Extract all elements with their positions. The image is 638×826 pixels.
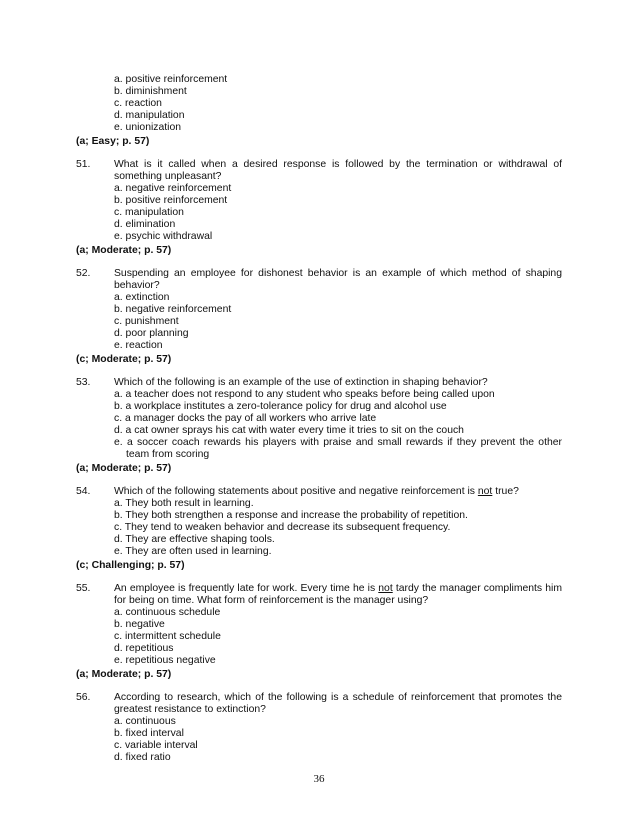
question-text: What is it called when a desired response is followed by the termination or withdrawal of something unpleasant?: [114, 159, 562, 182]
question-number: 54.: [76, 486, 91, 497]
option-a: a. negative reinforcement: [114, 183, 232, 194]
question-number: 53.: [76, 377, 91, 388]
answer-key: (c; Challenging; p. 57): [76, 560, 185, 571]
question-text: Which of the following statements about positive and negative reinforcement is not true?: [114, 486, 519, 497]
option-b: b. negative reinforcement: [114, 304, 232, 315]
option-b: b. fixed interval: [114, 728, 184, 739]
answer-key: (c; Moderate; p. 57): [76, 354, 172, 365]
option-c: c. a manager docks the pay of all workers who arrive late: [114, 413, 377, 424]
answer-options: [114, 607, 562, 667]
option-d: d. repetitious: [114, 643, 174, 654]
option-e: e. repetitious negative: [114, 655, 216, 666]
option-d: d. elimination: [114, 219, 176, 230]
question-text: According to research, which of the following is a schedule of reinforcement that promotes the greatest resistance to extinction?: [114, 692, 562, 715]
option-b: b. They both strengthen a response and increase the probability of repetition.: [114, 510, 468, 521]
option-b: b. diminishment: [114, 86, 187, 97]
question-56: [76, 692, 562, 764]
option-c: c. variable interval: [114, 740, 198, 751]
emphasis-not: not: [378, 583, 393, 594]
question-text: Suspending an employee for dishonest behavior is an example of which method of shaping behavior?: [114, 268, 562, 291]
option-d: d. poor planning: [114, 328, 189, 339]
option-c: c. They tend to weaken behavior and decrease its subsequent frequency.: [114, 522, 451, 533]
answer-key: (a; Moderate; p. 57): [76, 245, 172, 256]
option-c: c. intermittent schedule: [114, 631, 221, 642]
option-e: e. psychic withdrawal: [114, 231, 213, 242]
page-number: 36: [313, 773, 325, 785]
question-52: [76, 268, 562, 366]
option-a: a. a teacher does not respond to any student who speaks before being called upon: [114, 389, 495, 400]
option-a: a. positive reinforcement: [114, 74, 228, 85]
question-list: [76, 74, 562, 764]
option-d: d. a cat owner sprays his cat with water every time it tries to sit on the couch: [114, 425, 464, 436]
carryover-options: [114, 74, 562, 134]
option-c: c. punishment: [114, 316, 179, 327]
answer-options: [114, 292, 562, 352]
option-e: e. a soccer coach rewards his players with praise and small rewards if they prevent the other team from scoring: [114, 437, 562, 460]
option-d: d. manipulation: [114, 110, 185, 121]
option-b: b. a workplace institutes a zero-tolerance policy for drug and alcohol use: [114, 401, 447, 412]
answer-options: [114, 498, 562, 558]
question-text: An employee is frequently late for work. Every time he is not tardy the manager compliments him for being on time. What form of reinforcement is the manager using?: [114, 583, 562, 606]
answer-options: [114, 716, 562, 764]
option-d: d. They are effective shaping tools.: [114, 534, 275, 545]
question-number: 56.: [76, 692, 91, 703]
answer-options: [114, 183, 562, 243]
option-d: d. fixed ratio: [114, 752, 171, 763]
option-a: a. continuous: [114, 716, 176, 727]
question-51: [76, 159, 562, 257]
option-a: a. They both result in learning.: [114, 498, 254, 509]
answer-key: (a; Moderate; p. 57): [76, 463, 172, 474]
question-number: 51.: [76, 159, 91, 170]
question-text: Which of the following is an example of the use of extinction in shaping behavior?: [114, 377, 488, 388]
question-55: [76, 583, 562, 681]
option-b: b. positive reinforcement: [114, 195, 228, 206]
option-a: a. extinction: [114, 292, 170, 303]
answer-options: [114, 389, 562, 461]
option-e: e. reaction: [114, 340, 163, 351]
emphasis-not: not: [477, 486, 493, 497]
option-b: b. negative: [114, 619, 165, 630]
option-c: c. manipulation: [114, 207, 184, 218]
option-e: e. unionization: [114, 122, 182, 133]
question-54: [76, 486, 562, 572]
option-e: e. They are often used in learning.: [114, 546, 272, 557]
option-a: a. continuous schedule: [114, 607, 221, 618]
answer-key: (a; Easy; p. 57): [76, 136, 150, 147]
question-53: [76, 377, 562, 475]
option-c: c. reaction: [114, 98, 162, 109]
answer-key: (a; Moderate; p. 57): [76, 669, 172, 680]
question-number: 55.: [76, 583, 91, 594]
question-number: 52.: [76, 268, 91, 279]
